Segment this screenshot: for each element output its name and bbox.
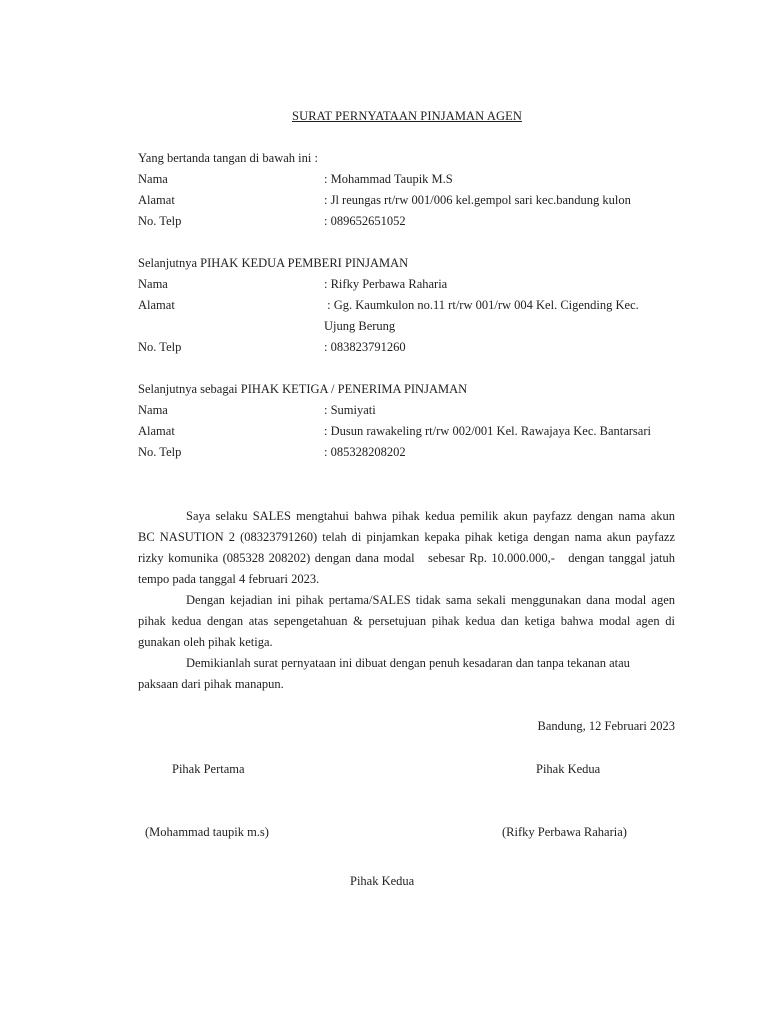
pihak-ketiga-heading: Selanjutnya sebagai PIHAK KETIGA / PENERIMA PINJAMAN xyxy=(138,382,468,396)
pihak-kedua-heading: Selanjutnya PIHAK KEDUA PEMBERI PINJAMAN xyxy=(138,256,409,270)
pihak-ketiga-alamat-value: : Dusun rawakeling rt/rw 002/001 Kel. Rawajaya Kec. Bantarsari xyxy=(324,424,651,438)
pihak-ketiga-nama-label: Nama xyxy=(138,403,168,417)
body-p1-line: tempo pada tanggal 4 februari 2023. xyxy=(138,572,320,586)
pihak-ketiga-alamat-label: Alamat xyxy=(138,424,175,438)
pihak-kedua-alamat-value-cont: Ujung Berung xyxy=(324,319,396,333)
signature-left-role: Pihak Pertama xyxy=(172,762,245,776)
signature-right-name: (Rifky Perbawa Raharia) xyxy=(502,825,627,839)
body-p1-line: rizky komunika (085328 208202) dengan dana modal sebesar Rp. 10.000.000,- dengan tanggal jatuh xyxy=(138,551,675,565)
pihak-kedua-telp-label: No. Telp xyxy=(138,340,182,354)
pihak-kedua-alamat-value: : Gg. Kaumkulon no.11 rt/rw 001/rw 004 Kel. Cigending Kec. xyxy=(324,298,639,312)
pihak-ketiga-telp-value: : 085328208202 xyxy=(324,445,406,459)
body-p2-line: gunakan oleh pihak ketiga. xyxy=(138,635,273,649)
signature-bottom-role: Pihak Kedua xyxy=(350,874,415,888)
pihak-kedua-nama-value: : Rifky Perbawa Raharia xyxy=(324,277,448,291)
pihak-pertama-alamat-value: : Jl reungas rt/rw 001/006 kel.gempol sari kec.bandung kulon xyxy=(324,193,631,207)
pihak-pertama-nama-value: : Mohammad Taupik M.S xyxy=(324,172,453,186)
place-date: Bandung, 12 Februari 2023 xyxy=(537,719,675,733)
signature-left-name: (Mohammad taupik m.s) xyxy=(145,825,269,839)
body-paragraph-1 xyxy=(138,506,675,590)
pihak-ketiga-nama-value: : Sumiyati xyxy=(324,403,376,417)
signature-right-role: Pihak Kedua xyxy=(536,762,601,776)
pihak-pertama-alamat-label: Alamat xyxy=(138,193,175,207)
intro-line: Yang bertanda tangan di bawah ini : xyxy=(138,151,318,165)
body-paragraph-3 xyxy=(138,653,675,695)
body-p3-line: paksaan dari pihak manapun. xyxy=(138,677,284,691)
pihak-ketiga-telp-label: No. Telp xyxy=(138,445,182,459)
body-p2-line: pihak kedua dengan atas sepengetahuan & persetujuan pihak kedua dan ketiga bahwa modal agen di xyxy=(138,614,675,628)
pihak-pertama-nama-label: Nama xyxy=(138,172,168,186)
body-p1-line: Saya selaku SALES mengtahui bahwa pihak kedua pemilik akun payfazz dengan nama akun xyxy=(186,509,675,523)
pihak-kedua-nama-label: Nama xyxy=(138,277,168,291)
body-p2-line: Dengan kejadian ini pihak pertama/SALES tidak sama sekali menggunakan dana modal agen xyxy=(186,593,675,607)
document-title: SURAT PERNYATAAN PINJAMAN AGEN xyxy=(292,109,522,123)
body-p3-line: Demikianlah surat pernyataan ini dibuat dengan penuh kesadaran dan tanpa tekanan atau xyxy=(186,656,630,670)
pihak-pertama-telp-value: : 089652651052 xyxy=(324,214,406,228)
body-paragraph-2 xyxy=(138,590,675,653)
pihak-kedua-telp-value: : 083823791260 xyxy=(324,340,406,354)
pihak-pertama-telp-label: No. Telp xyxy=(138,214,182,228)
body-p1-line: BC NASUTION 2 (08323791260) telah di pinjamkan kepaka pihak ketiga dengan nama akun payfazz xyxy=(138,530,675,544)
pihak-kedua-alamat-label: Alamat xyxy=(138,298,175,312)
